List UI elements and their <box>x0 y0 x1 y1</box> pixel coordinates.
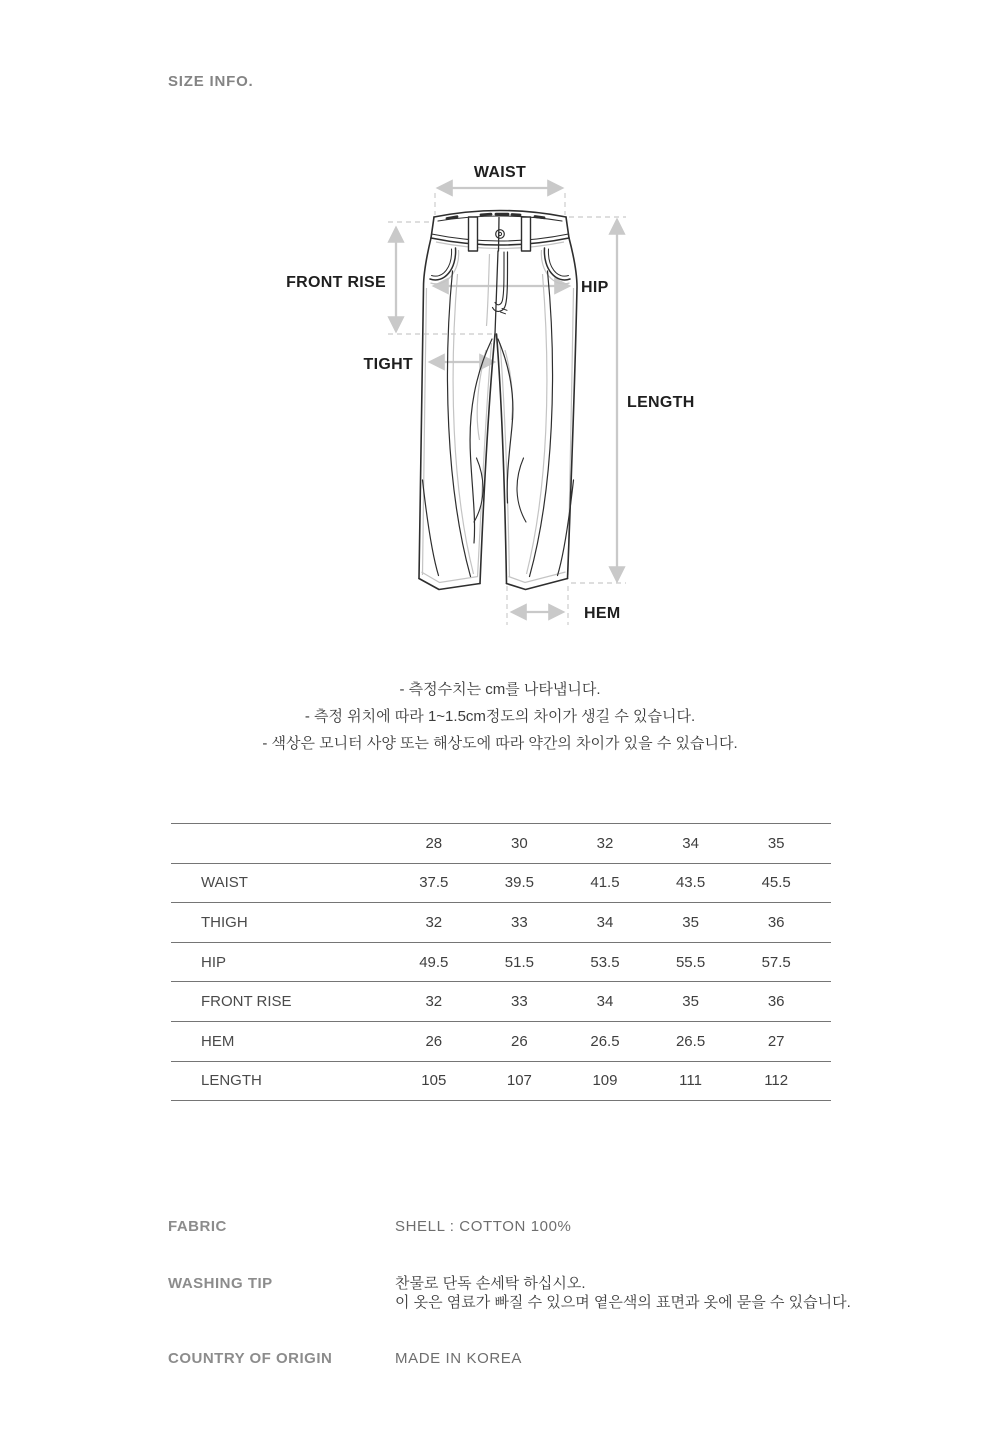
cell-value: 51.5 <box>504 953 534 971</box>
cell-value: 33 <box>511 993 528 1011</box>
note-line: - 색상은 모니터 사양 또는 해상도에 따라 약간의 차이가 있을 수 있습니다. <box>262 735 738 752</box>
size-table-header-row <box>171 824 831 864</box>
origin-value: MADE IN KOREA <box>395 1350 522 1367</box>
size-column-header: 35 <box>767 834 785 852</box>
tight-label: TIGHT <box>363 356 413 373</box>
washing-tip-label: WASHING TIP <box>168 1275 273 1292</box>
table-row <box>171 943 831 983</box>
note-line: - 측정수치는 cm를 나타냅니다. <box>399 681 601 698</box>
table-row <box>171 1062 831 1102</box>
size-table <box>171 823 831 1101</box>
cell-value: 45.5 <box>761 874 791 892</box>
cell-value: 32 <box>425 993 443 1011</box>
cell-value: 34 <box>596 993 614 1011</box>
row-label: FRONT RISE <box>201 993 292 1011</box>
cell-value: 27 <box>767 1032 785 1050</box>
size-column-header: 34 <box>682 834 699 852</box>
size-column-header: 28 <box>425 834 443 852</box>
pants-outline <box>419 211 577 590</box>
cell-value: 26.5 <box>590 1032 620 1050</box>
fabric-value: SHELL : COTTON 100% <box>395 1218 572 1235</box>
cell-value: 36 <box>767 993 785 1011</box>
cell-value: 32 <box>425 913 443 931</box>
row-label: WAIST <box>201 874 248 892</box>
pants-measurement-diagram <box>280 158 720 628</box>
pants-shadow-lines <box>422 242 574 583</box>
table-row <box>171 864 831 904</box>
row-label: HIP <box>201 953 227 971</box>
hem-label: HEM <box>584 605 621 622</box>
table-row <box>171 1022 831 1062</box>
cell-value: 109 <box>592 1072 618 1090</box>
cell-value: 112 <box>764 1072 789 1090</box>
cell-value: 35 <box>682 913 699 931</box>
cell-value: 111 <box>679 1072 702 1090</box>
cell-value: 105 <box>421 1072 447 1090</box>
cell-value: 39.5 <box>504 874 534 892</box>
table-row <box>171 982 831 1022</box>
measurement-notes <box>0 676 1000 757</box>
washing-tip-line: 이 옷은 염료가 빠질 수 있으며 옅은색의 표면과 옷에 묻을 수 있습니다. <box>395 1294 851 1311</box>
cell-value: 49.5 <box>419 953 449 971</box>
note-line: - 측정 위치에 따라 1~1.5cm정도의 차이가 생길 수 있습니다. <box>304 708 696 725</box>
washing-tip-value <box>395 1274 851 1312</box>
cell-value: 37.5 <box>419 874 449 892</box>
hip-label: HIP <box>581 279 609 296</box>
row-label: HEM <box>201 1032 235 1050</box>
cell-value: 26 <box>425 1032 443 1050</box>
cell-value: 57.5 <box>761 953 791 971</box>
cell-value: 33 <box>511 913 528 931</box>
washing-tip-row <box>168 1274 888 1312</box>
origin-label: COUNTRY OF ORIGIN <box>168 1350 333 1367</box>
cell-value: 34 <box>596 913 614 931</box>
cell-value: 53.5 <box>590 953 620 971</box>
row-label: LENGTH <box>201 1072 262 1090</box>
cell-value: 107 <box>506 1072 532 1090</box>
waist-label: WAIST <box>473 164 527 181</box>
origin-row <box>168 1349 888 1368</box>
length-label: LENGTH <box>627 394 695 411</box>
table-row <box>171 903 831 943</box>
cell-value: 41.5 <box>590 874 620 892</box>
cell-value: 26 <box>511 1032 528 1050</box>
cell-value: 36 <box>767 913 785 931</box>
fabric-label: FABRIC <box>168 1218 227 1235</box>
cell-value: 35 <box>682 993 699 1011</box>
fabric-row <box>168 1217 888 1236</box>
cell-value: 26.5 <box>675 1032 706 1050</box>
size-column-header: 30 <box>511 834 528 852</box>
front-rise-label: FRONT RISE <box>286 274 386 291</box>
cell-value: 55.5 <box>675 953 706 971</box>
page-title: SIZE INFO. <box>168 73 254 90</box>
cell-value: 43.5 <box>675 874 706 892</box>
washing-tip-line: 찬물로 단독 손세탁 하십시오. <box>395 1275 586 1292</box>
row-label: THIGH <box>201 913 248 931</box>
size-column-header: 32 <box>596 834 614 852</box>
